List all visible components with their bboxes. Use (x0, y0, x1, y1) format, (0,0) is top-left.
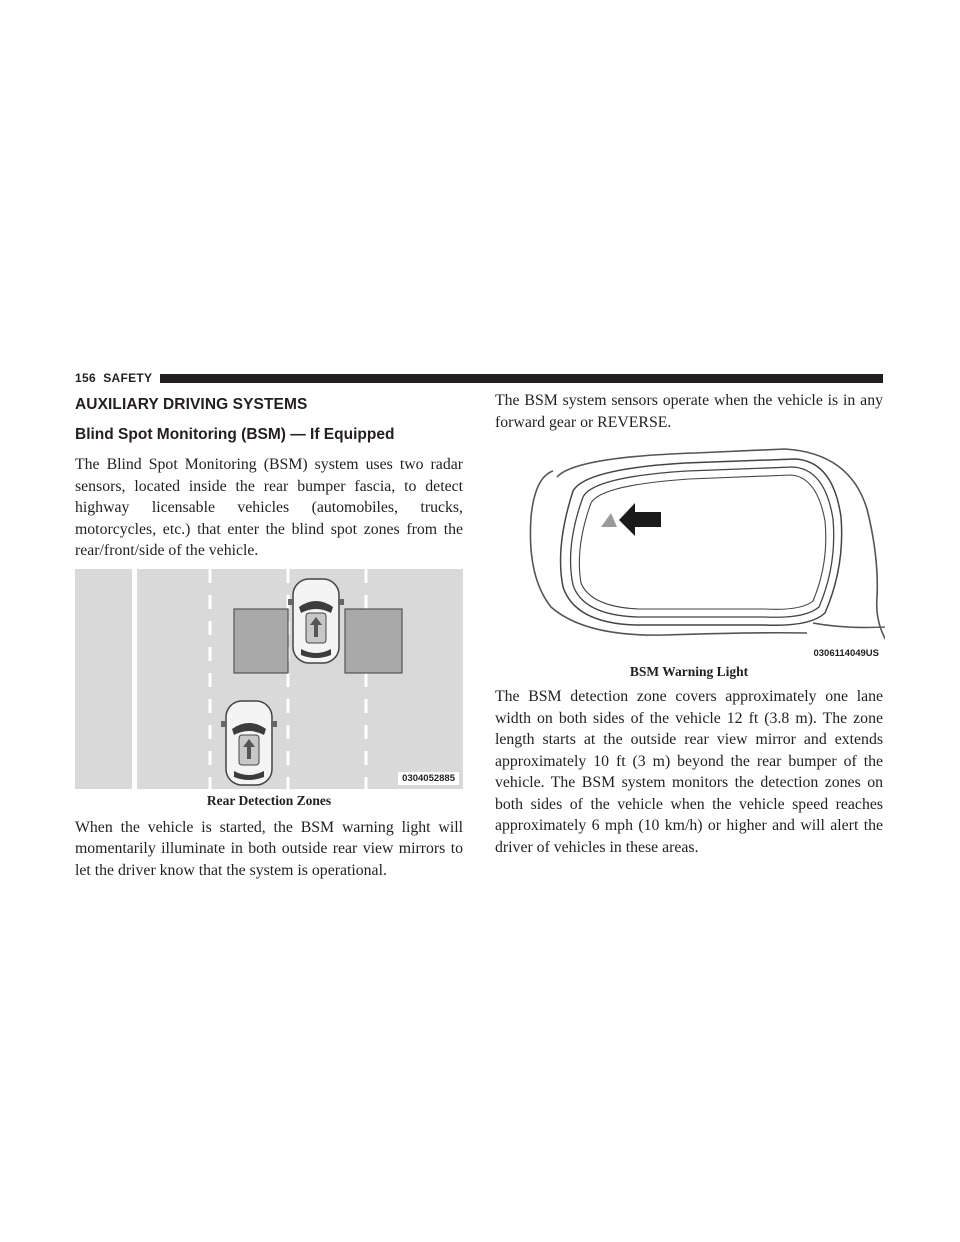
subsection-title: Blind Spot Monitoring (BSM) — If Equipped (75, 426, 395, 443)
right-column (495, 390, 883, 858)
figure-code: 0304052885 (398, 772, 459, 785)
bsm-warning-light-figure (495, 447, 885, 662)
side-mirror-illustration (495, 447, 885, 662)
page-header (75, 371, 883, 385)
page-number: 156 (75, 371, 96, 385)
detection-zone-paragraph: The BSM detection zone covers approximately one lane width on both sides of the vehicle 12 ft (3.8 m). The zone length starts at the outside rear view mirror and extends approximately 10 ft (3 m) beyond the rear bumper of the vehicle. The BSM system monitors the detection zones on both sides of the vehicle when the vehicle speed reaches approximately 6 mph (10 km/h) or higher and will alert the driver of vehicles in these areas. (495, 688, 883, 856)
section-name: SAFETY (103, 371, 153, 385)
rear-detection-zones-figure (75, 569, 463, 789)
left-column (75, 390, 463, 881)
operation-paragraph: The BSM system sensors operate when the vehicle is in any forward gear or REVERSE. (495, 392, 883, 431)
figure-caption: BSM Warning Light (629, 664, 749, 679)
startup-paragraph: When the vehicle is started, the BSM warning light will momentarily illuminate in both outside rear view mirrors to let the driver know that the system is operational. (75, 818, 463, 879)
header-rule (160, 374, 883, 383)
page-number-section (75, 371, 152, 385)
figure-caption: Rear Detection Zones (206, 792, 332, 808)
intro-paragraph: The Blind Spot Monitoring (BSM) system uses two radar sensors, located inside the rear bumper fascia, to detect highway licensable vehicles (automobiles, trucks, motorcycles, etc.) that enter the blind spot zones from the rear/front/side of the vehicle. (75, 456, 463, 559)
section-title: AUXILIARY DRIVING SYSTEMS (75, 396, 308, 413)
figure-code: 0306114049US (809, 647, 883, 660)
rear-detection-zones-illustration (75, 569, 463, 789)
